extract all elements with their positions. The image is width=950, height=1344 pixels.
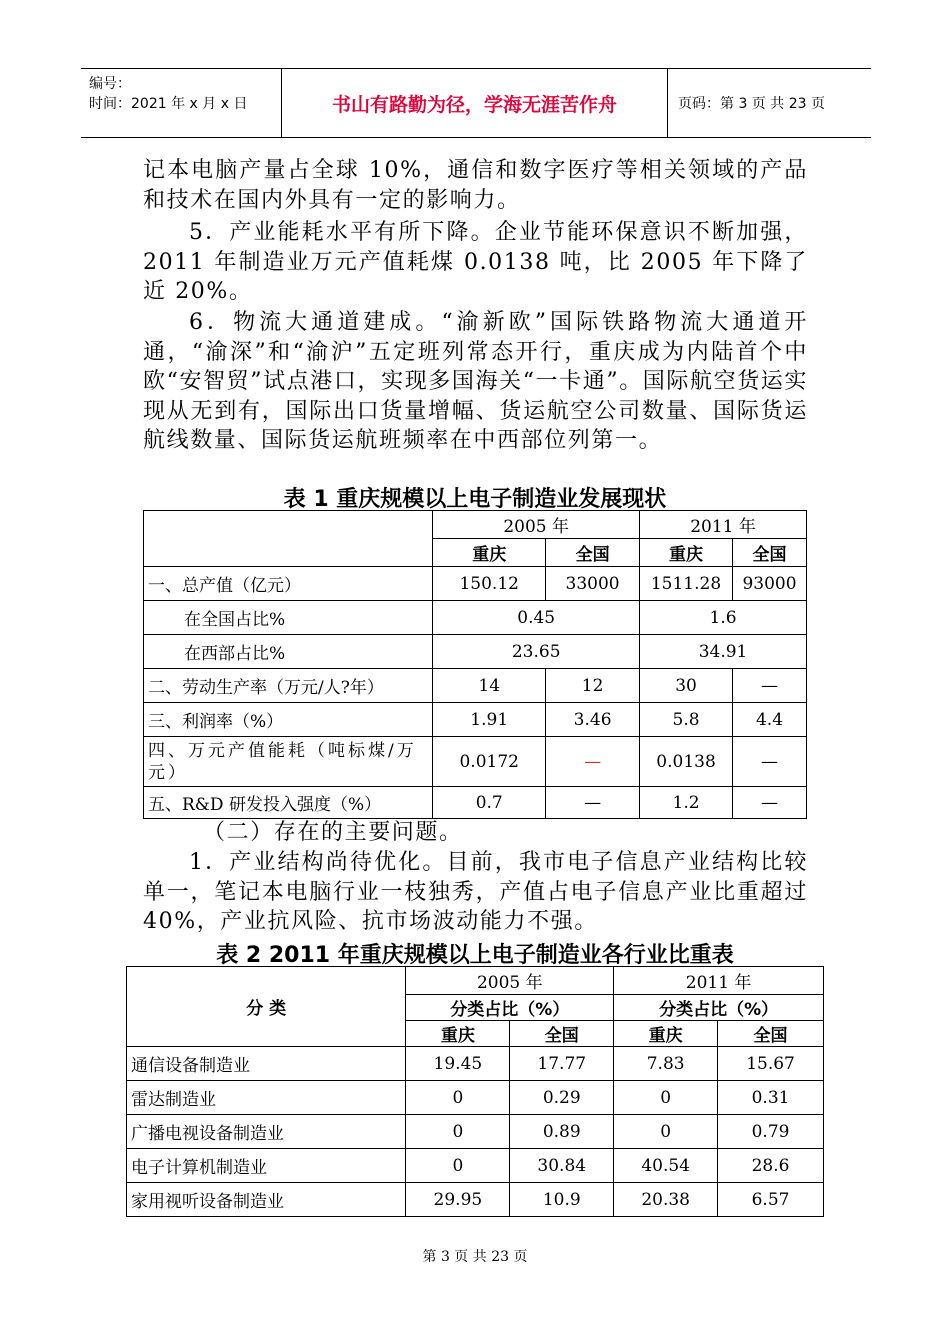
table-cell: 0.89	[510, 1115, 614, 1149]
table-cell: 1.91	[433, 703, 546, 737]
table-cell: 93000	[733, 567, 807, 601]
table-cell: 15.67	[718, 1047, 824, 1081]
table-row	[144, 787, 807, 819]
row-label: 通信设备制造业	[127, 1047, 406, 1081]
table-cell: 1.6	[640, 601, 807, 635]
header-motto: 书山有路勤为径，学海无涯苦作舟	[282, 69, 668, 137]
paragraph-4: 1．产业结构尚待优化。目前，我市电子信息产业结构比较单一，笔记本电脑行业一枝独秀，产值占电子信息产业比重超过 40%，产业抗风险、抗市场波动能力不强。	[143, 850, 808, 934]
table-cell: 0.7	[433, 787, 546, 819]
table1-title: 表 1 重庆规模以上电子制造业发展现状	[283, 487, 667, 512]
table-row	[127, 1149, 824, 1183]
row-label: 广播电视设备制造业	[127, 1115, 406, 1149]
table-cell: —	[733, 787, 807, 819]
row-label: 家用视听设备制造业	[127, 1183, 406, 1217]
row-label: 电子计算机制造业	[127, 1149, 406, 1183]
paragraph-3: 6．物流大通道建成。“渝新欧”国际铁路物流大通道开通，“渝深”和“渝沪”五定班列常态开行，重庆成为内陆首个中欧“安智贸”试点港口，实现多国海关“一卡通”。国际航空货运实现从无到有，国际出口货量增幅、货运航空公司数量、国际货运航线数量、国际货运航班频率在中西部位列第一。	[143, 310, 808, 453]
paragraph-2: 5．产业能耗水平有所下降。企业节能环保意识不断加强，2011 年制造业万元产值耗煤 0.0138 吨，比 2005 年下降了近 20%。	[143, 220, 808, 304]
table-cell: 0.31	[718, 1081, 824, 1115]
page-header	[81, 68, 871, 138]
table-cell: 0	[406, 1115, 510, 1149]
table1-header-nat: 全国	[733, 539, 807, 567]
table-cell: 0	[406, 1081, 510, 1115]
table-row	[144, 737, 807, 787]
table2-header-cq: 重庆	[406, 1021, 510, 1047]
table-cell: 1511.28	[640, 567, 733, 601]
table-cell: 20.38	[614, 1183, 718, 1217]
table-cell: 28.6	[718, 1149, 824, 1183]
table-row	[127, 1183, 824, 1217]
row-label: 在西部占比%	[144, 635, 433, 669]
header-meta	[81, 69, 282, 137]
table-cell: 12	[546, 669, 640, 703]
table-cell: 30.84	[510, 1149, 614, 1183]
table-cell: 0	[614, 1115, 718, 1149]
table-cell: 0.45	[433, 601, 640, 635]
row-label: 在全国占比%	[144, 601, 433, 635]
table-cell: 3.46	[546, 703, 640, 737]
paragraph-1: 记本电脑产量占全球 10%，通信和数字医疗等相关领域的产品和技术在国内外具有一定的影响力。	[143, 158, 808, 213]
page-footer: 第 3 页 共 23 页	[422, 1249, 528, 1265]
table1-header-nat: 全国	[546, 539, 640, 567]
table-cell: 10.9	[510, 1183, 614, 1217]
table-row	[127, 1047, 824, 1081]
table-cell: 0.0172	[433, 737, 546, 787]
table-cell: —	[546, 787, 640, 819]
table-cell: 5.8	[640, 703, 733, 737]
table2-header-nat: 全国	[510, 1021, 614, 1047]
table-cell: 33000	[546, 567, 640, 601]
table-row	[144, 567, 807, 601]
table-row	[144, 669, 807, 703]
table-cell: 14	[433, 669, 546, 703]
document-number-label: 编号：	[89, 76, 131, 92]
table-cell: 0	[406, 1149, 510, 1183]
row-label: 三、利润率（%）	[144, 703, 433, 737]
table-row	[127, 1081, 824, 1115]
table1-corner-cell	[144, 511, 433, 567]
row-label: 四、万元产值能耗（吨标煤/万元）	[144, 737, 433, 787]
table2-header-nat: 全国	[718, 1021, 824, 1047]
row-label: 五、R&D 研发投入强度（%）	[144, 787, 433, 819]
table2-year-2011: 2011 年	[614, 967, 824, 995]
table-cell: 0.0138	[640, 737, 733, 787]
row-label: 雷达制造业	[127, 1081, 406, 1115]
table2-category-header: 分 类	[127, 967, 406, 1047]
table-cell: 29.95	[406, 1183, 510, 1217]
table-cell: 30	[640, 669, 733, 703]
table-row	[127, 1115, 824, 1149]
row-label: 一、总产值（亿元）	[144, 567, 433, 601]
table-cell: 17.77	[510, 1047, 614, 1081]
table-cell: 1.2	[640, 787, 733, 819]
table1-header-cq: 重庆	[433, 539, 546, 567]
header-page-info: 页码：第 3 页 共 23 页	[678, 96, 825, 112]
table-cell: 40.54	[614, 1149, 718, 1183]
table-cell: 34.91	[640, 635, 807, 669]
table-cell: 150.12	[433, 567, 546, 601]
table2	[126, 966, 824, 1217]
table-cell: 0	[614, 1081, 718, 1115]
table2-share-2011: 分类占比（%）	[614, 995, 824, 1021]
table1-year-2011: 2011 年	[640, 511, 807, 539]
table2-header-cq: 重庆	[614, 1021, 718, 1047]
table-row	[144, 703, 807, 737]
table2-year-2005: 2005 年	[406, 967, 614, 995]
table-cell: 0.79	[718, 1115, 824, 1149]
table-cell: 19.45	[406, 1047, 510, 1081]
table1-year-2005: 2005 年	[433, 511, 640, 539]
table-cell: —	[546, 737, 640, 787]
table2-title: 表 2 2011 年重庆规模以上电子制造业各行业比重表	[216, 943, 734, 968]
table-cell: 7.83	[614, 1047, 718, 1081]
table-cell: 23.65	[433, 635, 640, 669]
document-time-label: 时间：2021 年 x 月 x 日	[89, 96, 248, 112]
table-row	[144, 601, 807, 635]
section-heading: （二）存在的主要问题。	[203, 820, 463, 845]
table-cell: —	[733, 669, 807, 703]
table-cell: —	[733, 737, 807, 787]
table1	[143, 510, 807, 819]
table-cell: 6.57	[718, 1183, 824, 1217]
table2-share-2005: 分类占比（%）	[406, 995, 614, 1021]
table-cell: 4.4	[733, 703, 807, 737]
table-row	[144, 635, 807, 669]
row-label: 二、劳动生产率（万元/人?年）	[144, 669, 433, 703]
table-cell: 0.29	[510, 1081, 614, 1115]
table1-header-cq: 重庆	[640, 539, 733, 567]
